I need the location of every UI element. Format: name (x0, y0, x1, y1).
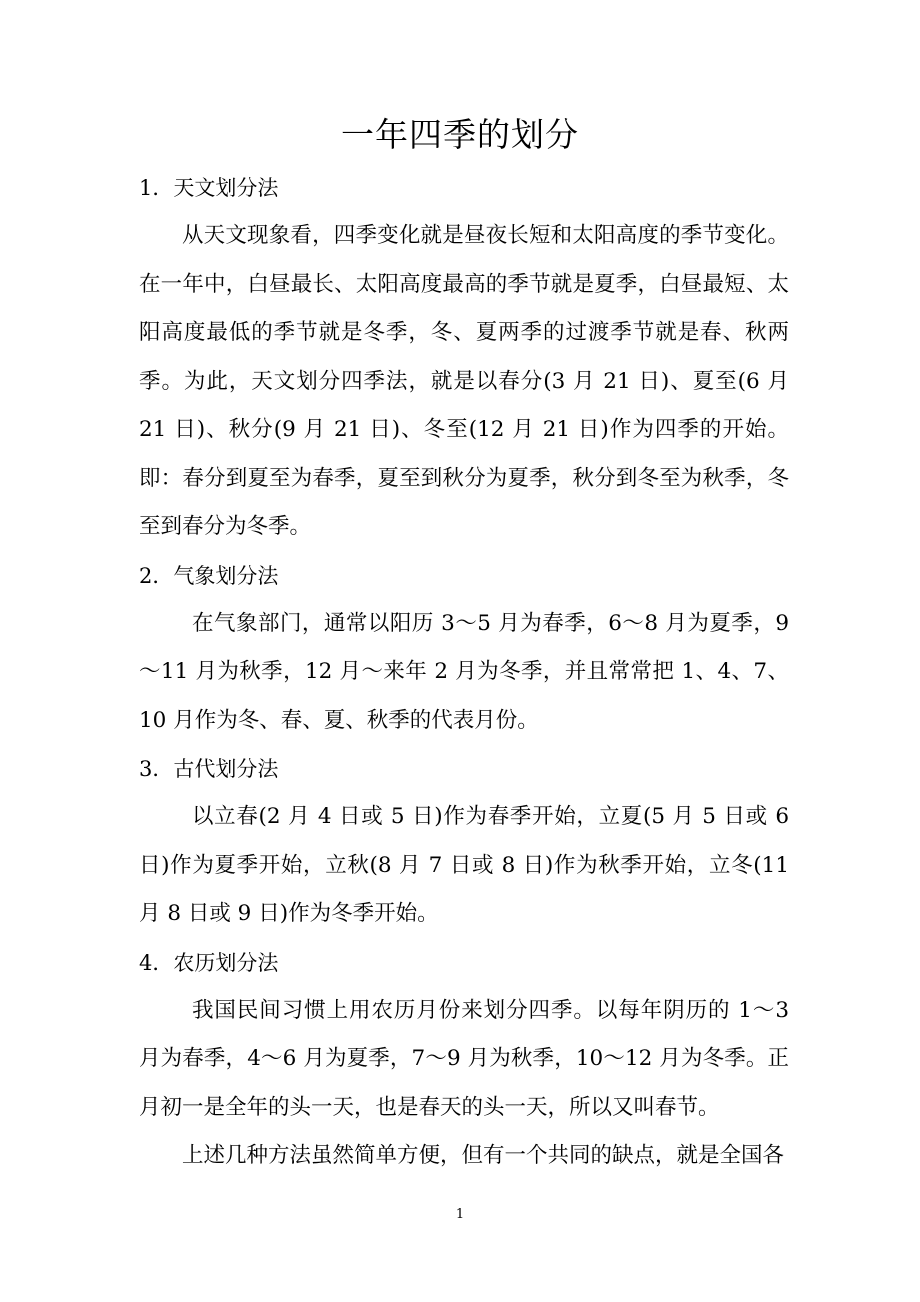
document-body (139, 164, 789, 1181)
closing-paragraph: 上述几种方法虽然简单方便，但有一个共同的缺点，就是全国各 (182, 1143, 785, 1168)
section-paragraph: 我国民间习惯上用农历月份来划分四季。以每年阴历的 1～3 月为春季，4～6 月为夏季，7～9 月为秋季，10～12 月为冬季。正月初一是全年的头一天，也是春天的头一天，所以又叫春节。 (139, 997, 789, 1120)
section-lunar (139, 939, 789, 1133)
section-paragraph: 在气象部门，通常以阳历 3～5 月为春季，6～8 月为夏季，9～11 月为秋季，12 月～来年 2 月为冬季，并且常常把 1、4、7、10 月作为冬、春、夏、秋季的代表月份。 (139, 610, 789, 733)
section-heading: 1．天文划分法 (139, 176, 279, 200)
section-heading: 3．古代划分法 (139, 757, 279, 781)
section-ancient (139, 745, 789, 939)
section-paragraph: 从天文现象看，四季变化就是昼夜长短和太阳高度的季节变化。在一年中，白昼最长、太阳高度最高的季节就是夏季，白昼最短、太阳高度最低的季节就是冬季，冬、夏两季的过渡季节就是春、秋两季。为此，天文划分四季法，就是以春分(3 月 21 日)、夏至(6 月 21 日)、秋分(9 月 21 日)、冬至(12 月 21 日)作为四季的开始。即：春分到夏至为春季，夏至到秋分为夏季，秋分到冬至为秋季，冬至到春分为冬季。 (139, 223, 789, 539)
page-number: 1 (455, 1207, 465, 1222)
section-heading: 4．农历划分法 (139, 950, 279, 975)
section-astronomical (139, 164, 789, 552)
section-meteorological (139, 552, 789, 746)
section-paragraph: 以立春(2 月 4 日或 5 日)作为春季开始，立夏(5 月 5 日或 6 日)作为夏季开始，立秋(8 月 7 日或 8 日)作为秋季开始，立冬(11 月 8 日或 9 日)作为冬季开始。 (139, 804, 789, 926)
document-title: 一年四季的划分 (341, 115, 579, 154)
section-heading: 2．气象划分法 (139, 563, 279, 588)
